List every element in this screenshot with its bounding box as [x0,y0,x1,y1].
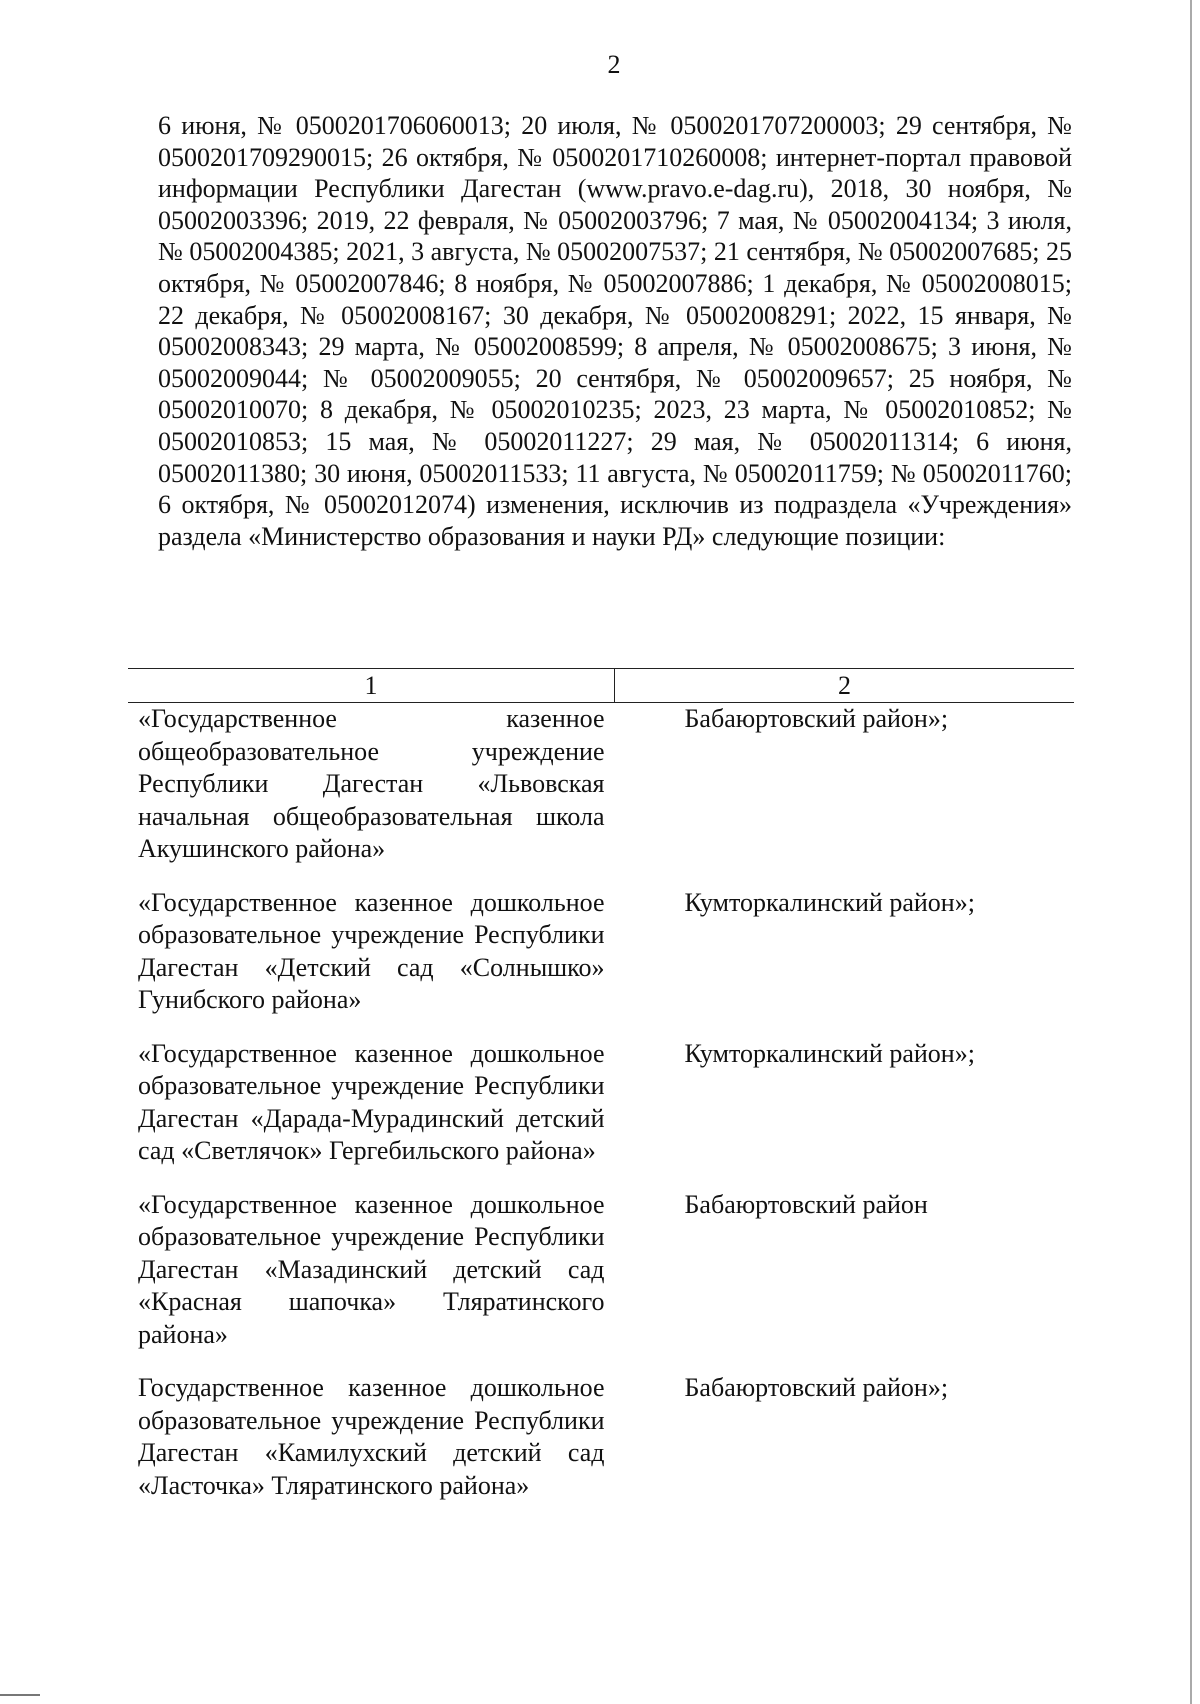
row-spacer [128,1168,1074,1189]
table-row [128,1189,1074,1352]
scan-edge-mark [0,1694,40,1696]
region-cell: Бабаюртовский район»; [684,1373,949,1402]
organization-cell: Государственное казенное дошкольное образовательное учреждение Республики Дагестан «Камилухский детский сад «Ласточка» Тляратинского района» [138,1373,605,1500]
organization-cell: «Государственное казенное дошкольное образовательное учреждение Республики Дагестан «Детский сад «Солнышко» Гунибского района» [138,887,605,1014]
region-cell: Бабаюртовский район [684,1189,928,1219]
page-number: 2 [607,50,621,79]
organization-cell: «Государственное казенное дошкольное образовательное учреждение Республики Дагестан «Дарада-Мурадинский детский сад «Светлячок» Гергебильского района» [138,1038,605,1165]
scan-edge-mark [1190,0,1192,1704]
positions-table [128,668,1074,1502]
organization-cell: «Государственное казенное общеобразовательное учреждение Республики Дагестан «Львовская начальная общеобразовательная школа Акушинского района» [138,704,605,863]
region-cell: Кумторкалинский район»; [684,1038,975,1068]
organization-cell: «Государственное казенное дошкольное образовательное учреждение Республики Дагестан «Мазадинский детский сад «Красная шапочка» Тляратинского района» [138,1189,605,1349]
row-spacer [128,1351,1074,1372]
region-cell: Кумторкалинский район»; [684,887,975,917]
row-spacer [128,1017,1074,1038]
table-row [128,1038,1074,1168]
row-spacer [128,866,1074,887]
region-cell: Бабаюртовский район»; [684,704,949,733]
table-row [128,1372,1074,1502]
table-row [128,887,1074,1017]
intro-paragraph: 6 июня, № 0500201706060013; 20 июля, № 0500201707200003; 29 сентября, № 0500201709290015; 26 октября, № 0500201710260008; интернет-портал правовой информации Республики Дагестан (www.pravo.e-dag.ru), 2018, 30 ноября, № 05002003396; 2019, 22 февраля, № 05002003796; 7 мая, № 05002004134; 3 июля, № 05002004385; 2021, 3 августа, № 05002007537; 21 сентября, № 05002007685; 25 октября, № 05002007846; 8 ноября, № 05002007886; 1 декабря, № 05002008015; 22 декабря, № 05002008167; 30 декабря, № 05002008291; 2022, 15 января, № 05002008343; 29 марта, № 05002008599; 8 апреля, № 05002008675; 3 июня, № 05002009044; № 05002009055; 20 сентября, № 05002009657; 25 ноября, № 05002010070; 8 декабря, № 05002010235; 2023, 23 марта, № 05002010852; № 05002010853; 15 мая, № 05002011227; 29 мая, № 05002011314; 6 июня, 05002011380; 30 июня, 05002011533; 11 августа, № 05002011759; № 05002011760; 6 октября, № 05002012074) изменения, исключив из подраздела «Учреждения» раздела «Министерство образования и науки РД» следующие позиции: [158,111,1072,551]
column-header-2: 2 [615,669,1075,703]
table-header-row [128,669,1074,703]
table-row [128,703,1074,866]
column-header-1: 1 [128,669,615,703]
